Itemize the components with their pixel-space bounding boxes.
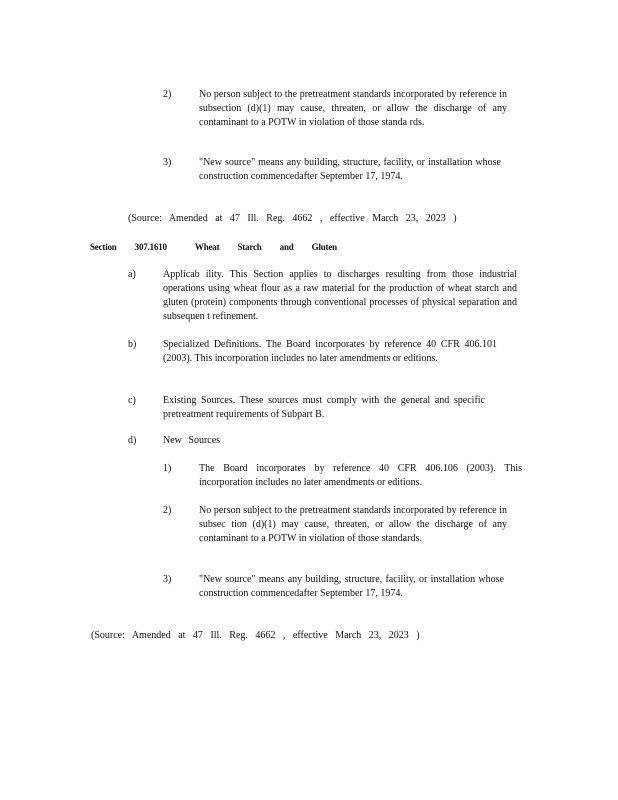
- section-label: Section: [90, 242, 117, 252]
- item-text: Applicab ility. This Section applies to discharges resulting from those industrial operations using wheat flour as a raw material for the production of wheat starch and gluten (protein) components through conventional processes of physical separation and subsequen t refinement.: [163, 269, 517, 322]
- subitem-number: 2): [163, 505, 172, 516]
- subitem-number: 1): [163, 463, 172, 474]
- item-text: New Sources: [163, 435, 221, 446]
- section-heading: [90, 242, 337, 252]
- section-number: 307.1610: [134, 242, 167, 252]
- item-number: 2): [163, 89, 172, 100]
- item-letter: b): [128, 339, 137, 350]
- section-title-word: Wheat: [194, 242, 220, 252]
- source-note: (Source: Amended at 47 Ill. Reg. 4662 , effective March 23, 2023 ): [91, 630, 420, 641]
- item-text: "New source" means any building, structure, facility, or installation whose construction commencedafter September 17, 1974.: [199, 157, 501, 182]
- subitem-text: The Board incorporates by reference 40 CFR 406.106 (2003). This incorporation includes no later amendments or editions.: [199, 463, 522, 488]
- subitem-text: No person subject to the pretreatment standards incorporated by reference in subsec tion (d)(1) may cause, threaten, or allow the discharge of any contaminant to a POTW in violation of those standards.: [199, 505, 507, 544]
- item-text: Specialized Definitions. The Board incorporates by reference 40 CFR 406.101 (2003). This incorporation includes no later amendments or editions.: [163, 339, 497, 364]
- section-title-word: and: [279, 242, 294, 252]
- subitem-number: 3): [163, 574, 172, 585]
- section-title-word: Gluten: [311, 242, 337, 252]
- item-letter: c): [128, 395, 136, 406]
- subitem-text: "New source" means any building, structure, facility, or installation whose construction commencedafter September 17, 1974.: [199, 574, 504, 599]
- item-letter: a): [128, 269, 136, 280]
- item-letter: d): [128, 435, 137, 446]
- item-text: Existing Sources. These sources must comply with the general and specific pretreatment requirements of Subpart B.: [163, 395, 485, 420]
- item-text: No person subject to the pretreatment standards incorporated by reference in subsection (d)(1) may cause, threaten, or allow the discharge of any contaminant to a POTW in violation of those standa rds.: [199, 89, 507, 128]
- section-title-word: Starch: [237, 242, 262, 252]
- item-number: 3): [163, 157, 172, 168]
- source-note: (Source: Amended at 47 Ill. Reg. 4662 , effective March 23, 2023 ): [128, 213, 457, 224]
